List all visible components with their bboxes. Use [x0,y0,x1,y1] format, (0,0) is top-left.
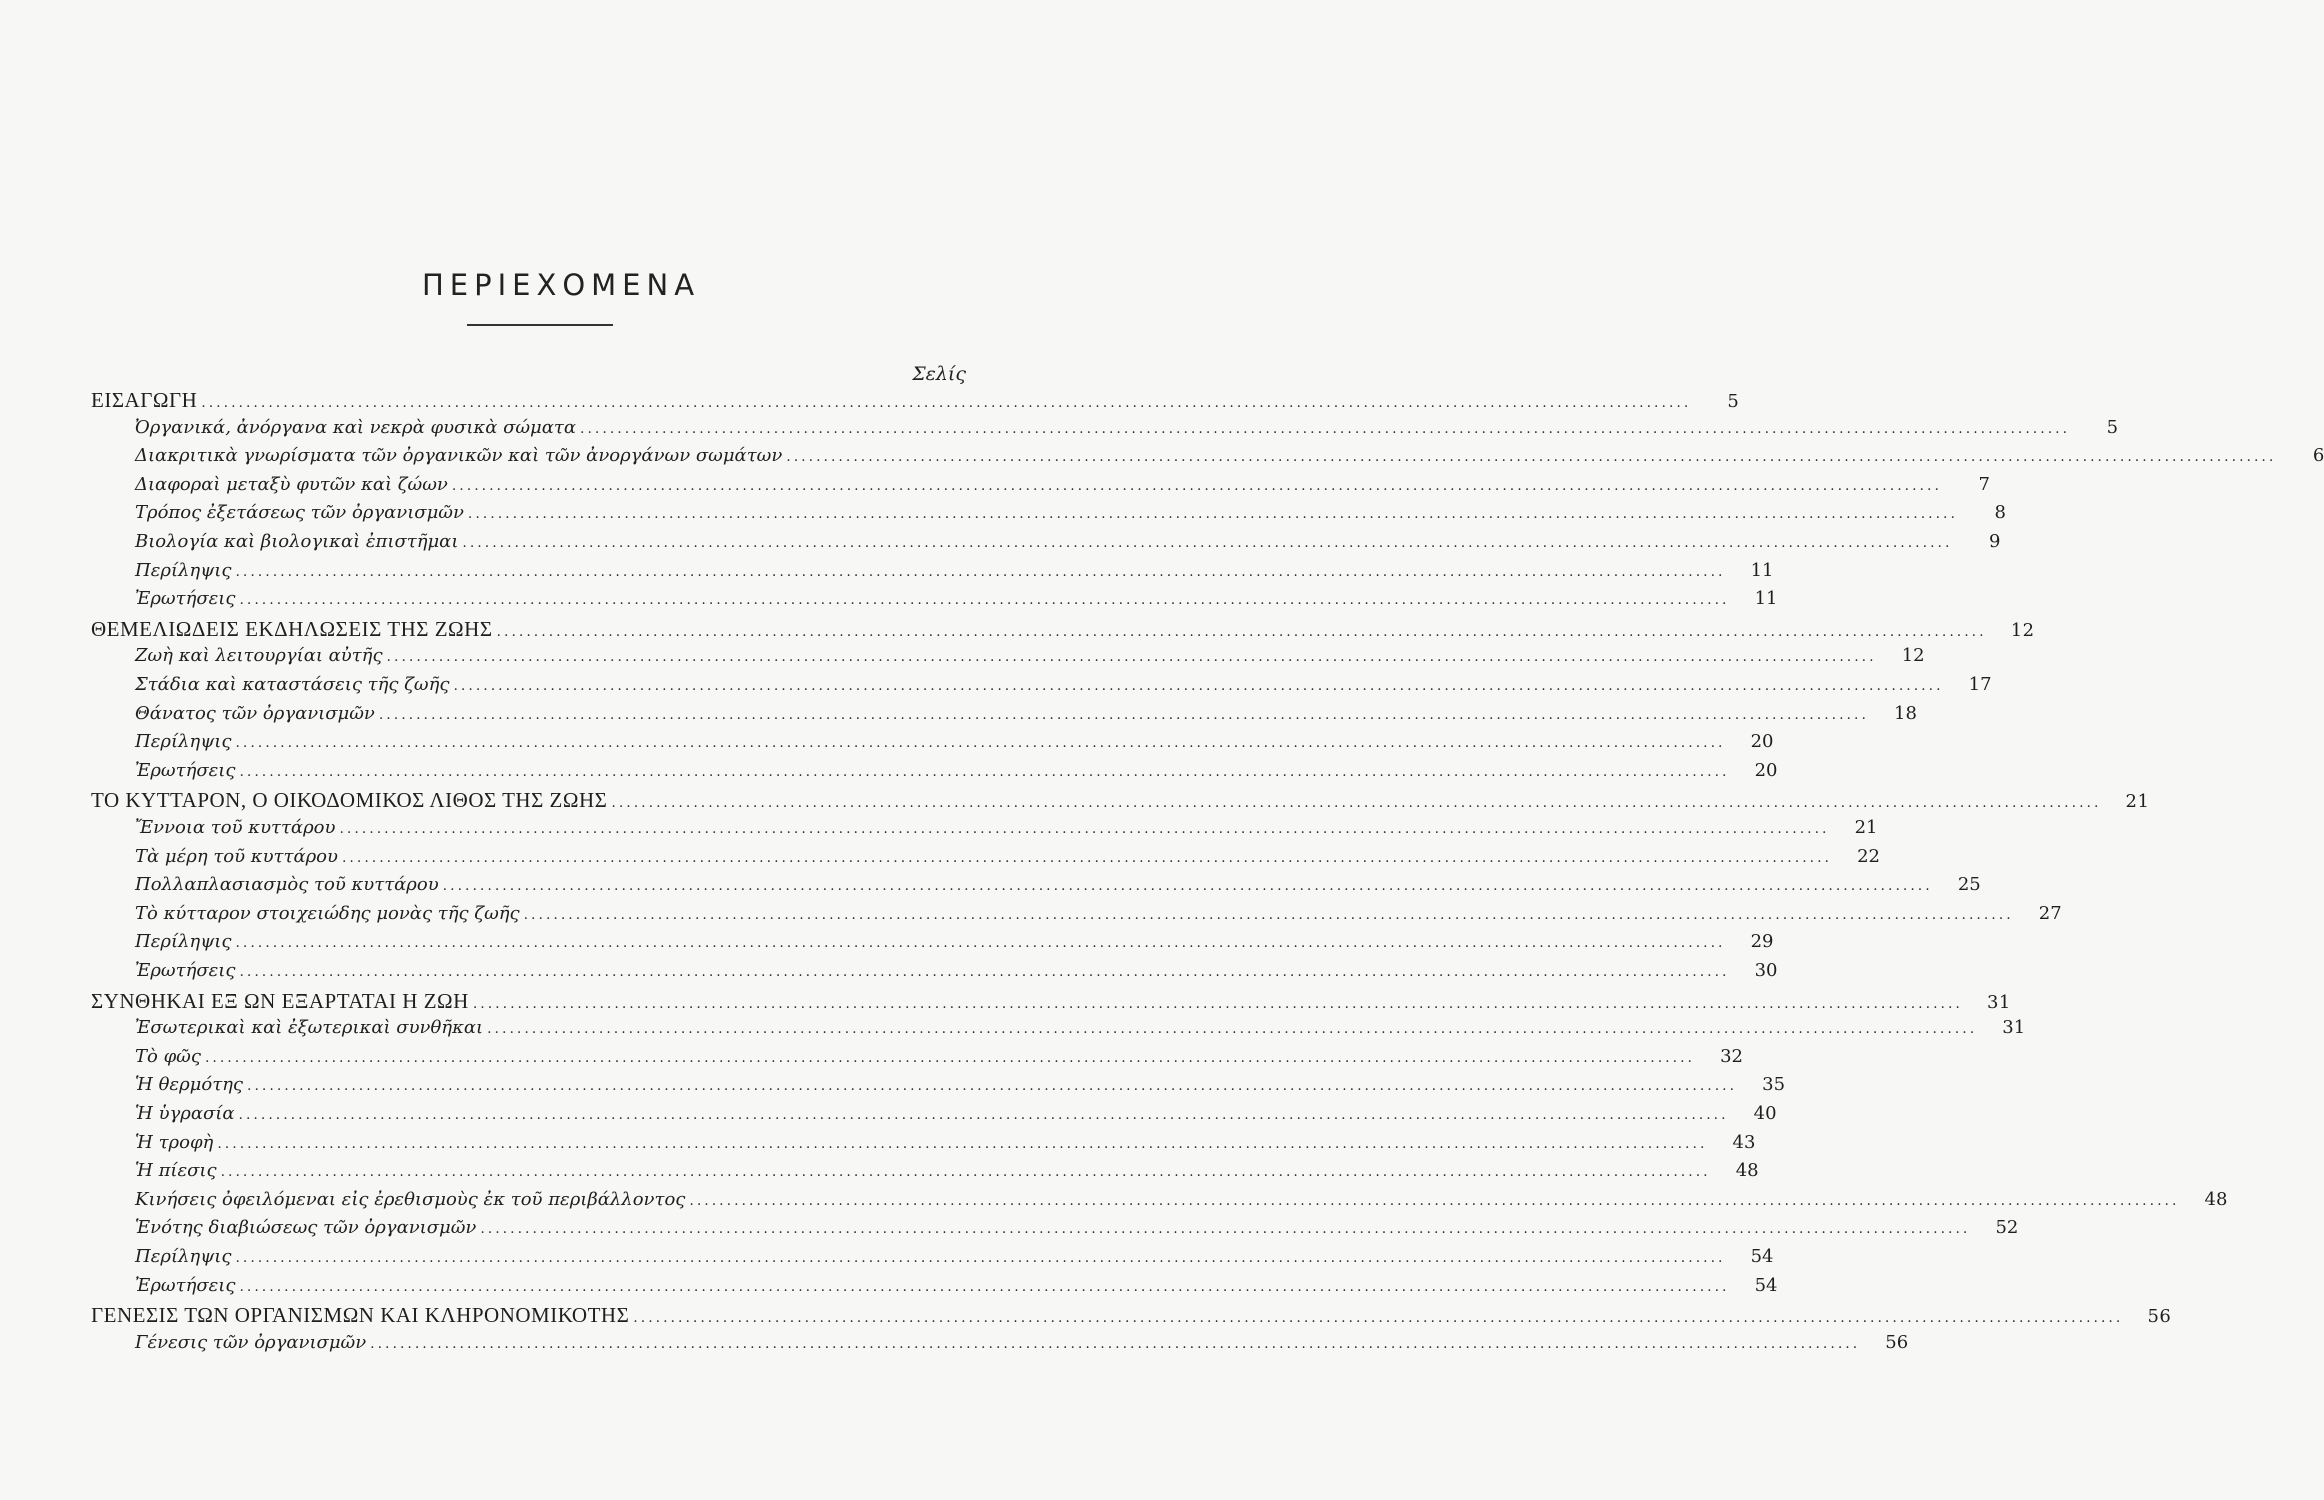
dot-leader: ........................................................................................................................................................................................................ [689,1192,2180,1209]
toc-entry [135,817,1878,847]
dot-leader: ........................................................................................................................................................................................................ [462,535,1953,551]
toc-page-number: 21 [2125,791,2150,813]
toc-entry [135,1160,1759,1190]
toc-entry-title: Διαφοραὶ μεταξὺ φυτῶν καὶ ζώων [135,473,448,495]
toc-section [91,788,2150,818]
toc-page-number: 12 [1901,645,1925,667]
title-underline [467,324,613,326]
toc-entry-title: Ἑνότης διαβιώσεως τῶν ὀργανισμῶν [135,1217,477,1239]
dot-leader: ........................................................................................................................................................................................................ [239,964,1730,980]
toc-entry-title: ΤΟ ΚΥΤΤΑΡΟΝ, Ο ΟΙΚΟΔΟΜΙΚΟΣ ΛΙΘΟΣ ΤΗΣ ΖΩΗΣ [91,788,608,813]
dot-leader: ........................................................................................................................................................................................................ [472,995,1963,1012]
dot-leader: ........................................................................................................................................................................................................ [239,592,1730,609]
dot-leader: ........................................................................................................................................................................................................ [378,706,1869,723]
toc-entry-title: Γένεσις τῶν ὀργανισμῶν [135,1331,367,1353]
toc-entry-title: Ἡ θερμότης [135,1074,244,1096]
toc-page-number: 48 [2204,1188,2228,1210]
toc-entry [135,1188,2228,1219]
toc-page-number: 12 [2010,619,2035,641]
dot-leader: ........................................................................................................................................................................................................ [451,477,1942,494]
toc-entry-title: Ἡ ὑγρασία [135,1103,235,1124]
toc-page-number: 40 [1753,1103,1777,1124]
toc-entry-title: Περίληψις [135,731,232,753]
toc-entry-title: Κινήσεις ὀφειλόμεναι εἰς ἐρεθισμοὺς ἐκ τοῦ περιβάλλοντος [135,1188,686,1210]
toc-page-number: 25 [1957,874,1981,896]
toc-entry-title: ΣΥΝΘΗΚΑΙ ΕΞ ΩΝ ΕΞΑΡΤΑΤΑΙ Η ΖΩΗ [91,988,469,1013]
toc-page-number: 29 [1750,931,1774,953]
toc-page-number: 22 [1857,845,1881,867]
toc-entry [135,874,1981,904]
toc-entry-title: Ἔννοια τοῦ κυττάρου [135,817,336,838]
toc-entry [135,1017,2026,1047]
toc-entry [135,1074,1786,1104]
toc-entry-title: Τὰ μέρη τοῦ κυττάρου [135,845,338,867]
toc-entry-title: ΘΕΜΕΛΙΩΔΕΙΣ ΕΚΔΗΛΩΣΕΙΣ ΤΗΣ ΖΩΗΣ [91,616,493,641]
toc-entry-title: Ζωὴ καὶ λειτουργίαι αὐτῆς [135,645,383,667]
dot-leader: ........................................................................................................................................................................................................ [786,449,2277,466]
toc-entry-title: Περίληψις [135,559,232,581]
dot-leader: ........................................................................................................................................................................................................ [386,649,1877,666]
toc-entry-title: Τὸ κύτταρον στοιχειώδης μονὰς τῆς ζωῆς [135,902,520,924]
toc-entry [135,416,2119,447]
dot-leader: ........................................................................................................................................................................................................ [341,849,1833,866]
dot-leader: ........................................................................................................................................................................................................ [487,1021,1978,1038]
toc-entry [135,559,1774,590]
toc-page-number: 17 [1968,674,1992,695]
dot-leader: ........................................................................................................................................................................................................ [204,1049,1695,1066]
toc-entry [135,960,1778,990]
toc-entry [135,1045,1743,1076]
dot-leader: ........................................................................................................................................................................................................ [238,1107,1729,1123]
toc-entry [135,845,1881,876]
toc-entry-title: ΓΕΝΕΣΙΣ ΤΩΝ ΟΡΓΑΝΙΣΜΩΝ ΚΑΙ ΚΛΗΡΟΝΟΜΙΚΟΤΗΣ [91,1303,630,1328]
toc-entry-title: Ἐρωτήσεις [135,960,236,981]
toc-entry [135,731,1774,761]
toc-entry-title: Ἡ τροφὴ [135,1131,214,1153]
toc-entry-title: Ἐσωτερικαὶ καὶ ἐξωτερικαὶ συνθῆκαι [135,1017,484,1039]
toc-entry-title: Στάδια καὶ καταστάσεις τῆς ζωῆς [135,674,450,695]
toc-entry-title: Περίληψις [135,1246,232,1267]
dot-leader: ........................................................................................................................................................................................................ [235,935,1726,952]
toc-page-number: 6 [2312,445,2324,467]
dot-leader: ........................................................................................................................................................................................................ [523,906,2014,923]
toc-entry [135,588,1778,618]
toc-entry [135,674,1992,704]
dot-leader: ........................................................................................................................................................................................................ [235,563,1726,580]
toc-page-number: 5 [2106,416,2119,438]
toc-entry [135,1217,2019,1247]
toc-entry [135,645,1925,675]
toc-section [91,988,2011,1019]
toc-page-number: 31 [2002,1017,2026,1039]
toc-entry-title: Ἐρωτήσεις [135,1274,236,1296]
toc-section [91,388,1740,418]
toc-page-number: 35 [1762,1074,1786,1096]
dot-leader: ........................................................................................................................................................................................................ [235,735,1726,752]
toc-page-number: 20 [1750,731,1774,753]
dot-leader: ........................................................................................................................................................................................................ [453,678,1944,694]
toc-page-number: 52 [1995,1217,2019,1239]
toc-entry-title: Τὸ φῶς [135,1045,201,1067]
toc-section [91,1303,2172,1333]
toc-page-number: 21 [1854,817,1878,838]
toc-page-number: 5 [1727,391,1740,412]
toc-page-number: 20 [1754,759,1778,781]
toc-page-number: 30 [1754,960,1778,981]
toc-page-number: 7 [1978,473,1990,495]
toc-entry-title: Τρόπος ἐξετάσεως τῶν ὀργανισμῶν [135,502,464,524]
toc-page-number: 48 [1735,1160,1759,1182]
toc-entry-title: Ὀργανικά, ἀνόργανα καὶ νεκρὰ φυσικὰ σώματα [135,416,577,438]
toc-entry [135,1131,1756,1162]
toc-entry-title: Πολλαπλασιασμὸς τοῦ κυττάρου [135,874,439,896]
toc-entry [135,759,1778,790]
toc-entry-title: Βιολογία καὶ βιολογικαὶ ἐπιστῆμαι [135,531,459,552]
page-title: ΠΕΡΙΕΧΟΜΕΝΑ [421,268,701,302]
dot-leader: ........................................................................................................................................................................................................ [239,763,1730,780]
toc-section [91,616,2035,647]
toc-page-number: 43 [1732,1131,1756,1153]
dot-leader: ........................................................................................................................................................................................................ [220,1164,1711,1181]
toc-page-number: 31 [1986,991,2011,1013]
toc-entry-title: Περίληψις [135,931,232,953]
toc-entry [135,531,2001,561]
dot-leader: ........................................................................................................................................................................................................ [217,1135,1708,1152]
toc-entry [135,1246,1774,1276]
toc-page-number: 8 [1994,502,2006,524]
dot-leader: ........................................................................................................................................................................................................ [442,878,1933,895]
toc-entry-title: Ἐρωτήσεις [135,759,236,781]
toc-entry [135,445,2324,475]
dot-leader: ........................................................................................................................................................................................................ [235,1250,1726,1266]
toc-entry [135,473,1990,504]
dot-leader: ........................................................................................................................................................................................................ [247,1078,1738,1095]
dot-leader: ........................................................................................................................................................................................................ [339,821,1830,837]
toc-page-number: 54 [1754,1274,1778,1296]
toc-entry [135,902,2062,933]
toc-entry-title: Διακριτικὰ γνωρίσματα τῶν ὀργανικῶν καὶ τῶν ἀνοργάνων σωμάτων [135,445,783,467]
dot-leader: ........................................................................................................................................................................................................ [201,395,1692,411]
dot-leader: ........................................................................................................................................................................................................ [467,506,1958,523]
dot-leader: ........................................................................................................................................................................................................ [633,1310,2124,1327]
toc-entry-title: Θάνατος τῶν ὀργανισμῶν [135,702,375,724]
toc-entry [135,931,1774,961]
dot-leader: ........................................................................................................................................................................................................ [580,420,2071,437]
toc-page-number: 56 [2147,1306,2172,1328]
toc-page-number: 54 [1750,1246,1774,1267]
pages-column-label: Σελίς [912,363,966,385]
toc-entry-title: ΕΙΣΑΓΩΓΗ [91,388,198,412]
dot-leader: ........................................................................................................................................................................................................ [480,1221,1971,1238]
toc-page-number: 56 [1885,1331,1909,1353]
toc-page-number: 18 [1894,702,1917,724]
toc-entry [135,502,2006,532]
dot-leader: ........................................................................................................................................................................................................ [239,1278,1730,1295]
toc-page-number: 32 [1720,1045,1743,1067]
dot-leader: ........................................................................................................................................................................................................ [611,795,2102,812]
dot-leader: ........................................................................................................................................................................................................ [370,1335,1861,1352]
toc-page-number: 27 [2038,902,2062,924]
toc-entry [135,1274,1778,1305]
toc-entry [135,1103,1777,1133]
dot-leader: ........................................................................................................................................................................................................ [496,623,1987,640]
toc-entry-title: Ἐρωτήσεις [135,588,236,610]
toc-page-number: 11 [1754,588,1778,610]
toc-entry-title: Ἡ πίεσις [135,1160,217,1182]
toc-entry [135,1331,1909,1362]
toc-page-number: 11 [1750,559,1774,581]
toc-entry [135,702,1917,733]
toc-page-number: 9 [1988,531,2001,552]
